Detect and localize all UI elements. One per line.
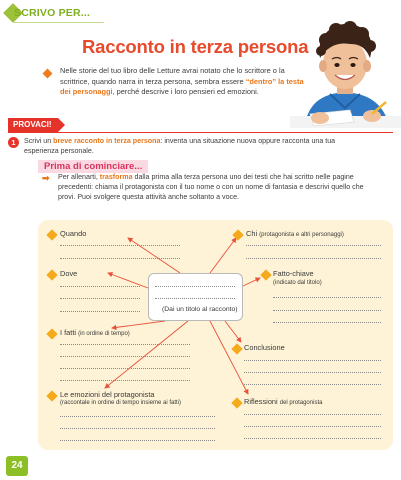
- task-highlight: breve racconto in terza persona: [53, 137, 161, 145]
- fatto-line-1[interactable]: [273, 297, 381, 298]
- chi-label: [246, 229, 344, 238]
- fatti-line-1[interactable]: [60, 344, 190, 345]
- fatti-line-3[interactable]: [60, 368, 190, 369]
- intro-text: [60, 66, 310, 98]
- fatti-line-2[interactable]: [60, 356, 190, 357]
- riflessioni-title: Riflessioni: [244, 397, 278, 406]
- dove-label: Dove: [60, 269, 78, 278]
- conclusione-line-3[interactable]: [244, 384, 381, 385]
- section-title: SCRIVO PER...: [14, 7, 91, 19]
- dove-line-2[interactable]: [60, 298, 140, 299]
- task-text: [24, 136, 354, 156]
- fatti-title: I fatti: [60, 328, 77, 337]
- chi-title: Chi: [246, 229, 258, 238]
- prima-part1: Per allenarti,: [58, 173, 100, 181]
- emozioni-line-3[interactable]: [60, 440, 215, 441]
- emozioni-line-2[interactable]: [60, 428, 215, 429]
- chi-line-2[interactable]: [246, 258, 381, 259]
- prima-highlight: trasforma: [99, 173, 133, 181]
- fatto-note: (indicato dal titolo): [273, 280, 322, 286]
- title-line-1[interactable]: [155, 286, 235, 287]
- prima-title: Prima di cominciare...: [44, 161, 143, 172]
- riflessioni-line-2[interactable]: [244, 426, 381, 427]
- chi-line-1[interactable]: [246, 245, 381, 246]
- task-part1: Scrivi un: [24, 137, 54, 145]
- intro-part2: , perché descrive i loro pensieri ed emozioni.: [112, 87, 259, 96]
- title-line-2[interactable]: [155, 298, 235, 299]
- prima-text: [58, 172, 378, 202]
- intro-part1: Nelle storie del tuo libro delle Letture avrai notato che lo scrittore o la scrittrice, quando narra in terza persona, sembra essere: [60, 66, 285, 86]
- intro-highlight: “dentro” la testa dei personaggi: [60, 76, 304, 96]
- title-box-label: (Dai un titolo al racconto): [162, 306, 238, 313]
- fatto-label: Fatto-chiave: [273, 269, 314, 278]
- chi-note: (protagonista e altri personaggi): [259, 232, 344, 238]
- header-underline: [14, 22, 104, 23]
- conclusione-label: Conclusione: [244, 343, 285, 352]
- dove-line-1[interactable]: [60, 286, 140, 287]
- prima-part2: dalla prima alla terza persona uno dei testi che hai scritto nelle pagine precedenti: chiama il protagonista con il tuo nome o con un nome di fantasia e descrivi quello che provi. Puoi svolgere questa attività anche soltanto a voce.: [58, 173, 364, 201]
- provaci-banner: PROVACI!: [8, 118, 58, 132]
- emozioni-label: Le emozioni del protagonista: [60, 390, 155, 399]
- arrow-right-icon: ➡: [42, 173, 50, 183]
- fatti-label: [60, 328, 130, 337]
- page-title: Racconto in terza persona: [82, 36, 309, 57]
- riflessioni-label: [244, 397, 322, 406]
- fatti-note: (in ordine di tempo): [78, 331, 130, 337]
- quando-label: Quando: [60, 229, 87, 238]
- provaci-divider: [8, 132, 393, 133]
- quando-line-2[interactable]: [60, 258, 180, 259]
- fatto-line-3[interactable]: [273, 322, 381, 323]
- task-number-badge: 1: [8, 137, 19, 148]
- emozioni-line-1[interactable]: [60, 416, 215, 417]
- title-box[interactable]: [148, 273, 243, 321]
- dove-line-3[interactable]: [60, 311, 140, 312]
- riflessioni-line-1[interactable]: [244, 414, 381, 415]
- emozioni-note: (raccontale in ordine di tempo insieme ai fatti): [60, 400, 182, 406]
- task-part2: : inventa una situazione nuova oppure racconta una tua esperienza personale.: [24, 137, 336, 155]
- page-number: 24: [6, 456, 28, 476]
- riflessioni-line-3[interactable]: [244, 438, 381, 439]
- conclusione-line-2[interactable]: [244, 372, 381, 373]
- fatto-line-2[interactable]: [273, 310, 381, 311]
- intro-bullet-icon: [43, 69, 53, 79]
- fatti-line-4[interactable]: [60, 380, 190, 381]
- conclusione-line-1[interactable]: [244, 360, 381, 361]
- boy-writing-illustration: [290, 18, 401, 128]
- riflessioni-note: del protagonista: [279, 400, 323, 406]
- quando-line-1[interactable]: [60, 245, 180, 246]
